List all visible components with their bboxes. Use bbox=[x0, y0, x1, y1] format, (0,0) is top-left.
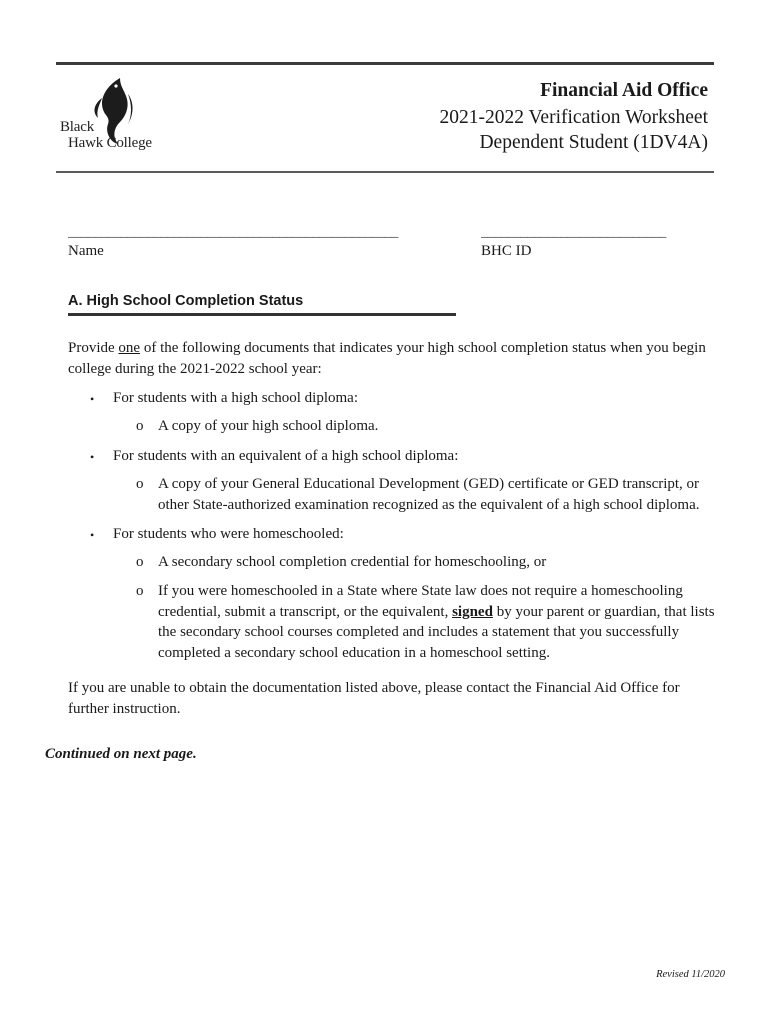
transcript-line3: the secondary school courses completed and includes a statement that you successfully bbox=[158, 624, 680, 640]
name-label: Name bbox=[68, 243, 104, 259]
logo-text-line1: Black bbox=[60, 119, 94, 135]
closing-line2: further instruction. bbox=[68, 700, 181, 717]
transcript-line4: completed a secondary school education in a homeschool setting. bbox=[158, 644, 550, 661]
transcript-line2-pre: credential, submit a transcript, or the equivalent, bbox=[158, 603, 453, 620]
sub-item-homeschool-transcript bbox=[158, 581, 715, 663]
header-top-rule bbox=[56, 62, 714, 65]
office-title: Financial Aid Office bbox=[540, 80, 708, 101]
sub-item-diploma-copy: A copy of your high school diploma. bbox=[158, 418, 379, 434]
bhc-id-input-line[interactable]: ____________________________ bbox=[481, 225, 666, 240]
sub-bullet-icon: o bbox=[136, 554, 144, 570]
sub-item-ged-line1: A copy of your General Educational Development (GED) certificate or GED transcript, or bbox=[158, 476, 700, 492]
college-logo bbox=[58, 76, 178, 156]
signed-emphasis: signed bbox=[452, 603, 493, 620]
bullet-equivalent: For students with an equivalent of a high school diploma: bbox=[113, 448, 459, 464]
bullet-diploma: For students with a high school diploma: bbox=[113, 390, 358, 406]
bhc-id-label: BHC ID bbox=[481, 243, 532, 259]
intro-text-post: of the following documents that indicates your high school completion status when you begin bbox=[140, 340, 706, 356]
intro-emphasis: one bbox=[118, 340, 141, 356]
transcript-line2-post: by your parent or guardian, that lists bbox=[492, 603, 715, 620]
section-a-title: A. High School Completion Status bbox=[68, 293, 456, 316]
worksheet-title: 2021-2022 Verification Worksheet bbox=[439, 107, 708, 128]
sub-item-homeschool-credential: A secondary school completion credential for homeschooling, or bbox=[158, 554, 547, 570]
bullet-icon: • bbox=[90, 450, 95, 464]
sub-item-ged bbox=[158, 474, 700, 515]
name-input-line[interactable]: __________________________________________________ bbox=[68, 225, 399, 240]
closing-paragraph bbox=[68, 678, 680, 719]
continued-note: Continued on next page. bbox=[45, 746, 197, 762]
intro-text-line2: college during the 2021-2022 school year: bbox=[68, 360, 322, 377]
sub-bullet-icon: o bbox=[136, 476, 144, 492]
logo-text-line2: Hawk College bbox=[68, 135, 152, 151]
sub-item-ged-line2: other State-authorized examination recognized as the equivalent of a high school diploma. bbox=[158, 496, 700, 513]
bullet-icon: • bbox=[90, 528, 95, 542]
intro-text-pre: Provide bbox=[68, 340, 119, 356]
sub-bullet-icon: o bbox=[136, 583, 144, 599]
student-type-title: Dependent Student (1DV4A) bbox=[479, 132, 708, 153]
revised-date: Revised 11/2020 bbox=[656, 969, 725, 980]
bullet-homeschooled: For students who were homeschooled: bbox=[113, 526, 344, 542]
bullet-icon: • bbox=[90, 392, 95, 406]
sub-bullet-icon: o bbox=[136, 418, 144, 434]
header-bottom-rule bbox=[56, 171, 714, 173]
intro-paragraph bbox=[68, 338, 728, 379]
closing-line1: If you are unable to obtain the documentation listed above, please contact the Financial Aid Office for bbox=[68, 680, 680, 696]
transcript-line1: If you were homeschooled in a State where State law does not require a homeschooling bbox=[158, 583, 683, 599]
